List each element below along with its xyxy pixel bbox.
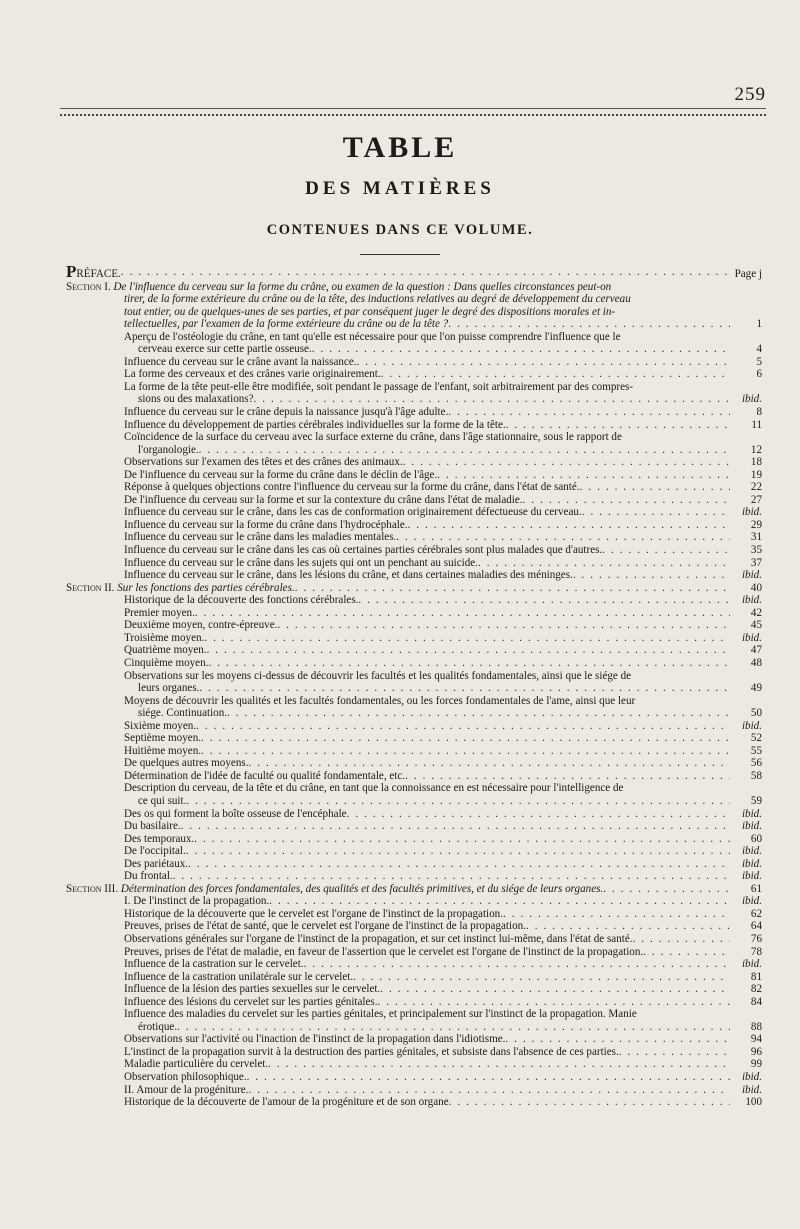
toc-entry-text: Du frontal.	[124, 870, 173, 883]
toc-entry	[66, 632, 762, 645]
toc-entry-text: Du basilaire.	[124, 820, 181, 833]
section-3-label: Section III.	[66, 882, 119, 895]
toc-entry-text: La forme des cerveaux et des crânes varie originairement.	[124, 368, 381, 381]
toc-entry-page: ibid.	[741, 958, 762, 971]
section-1-page: 1	[756, 318, 762, 331]
toc-entry	[66, 958, 762, 971]
toc-entry	[66, 770, 762, 783]
section-2-heading	[66, 582, 762, 595]
toc-entry-page: 60	[750, 832, 762, 845]
toc-entry-page: 47	[750, 644, 762, 657]
toc-entry-text: Des pariétaux.	[124, 857, 189, 870]
toc-entry-page: 5	[756, 355, 762, 368]
toc-entry	[66, 494, 762, 507]
toc-entry-page: ibid.	[741, 857, 762, 870]
toc-entry	[66, 757, 762, 770]
toc-entry-page: 50	[750, 707, 762, 720]
toc-entry	[66, 695, 762, 720]
toc-entry	[66, 1058, 762, 1071]
toc-entry	[66, 920, 762, 933]
toc-entry-page: ibid.	[741, 845, 762, 858]
toc-entry	[66, 431, 762, 456]
toc-entry-text: siége. Continuation.	[138, 707, 228, 720]
toc-entry-text: Influence du cerveau sur le crâne depuis la naissance jusqu'à l'âge adulte.	[124, 406, 449, 419]
section-2-title: Sur les fonctions des parties cérébrales.	[117, 581, 295, 594]
section-1-line-1: tirer, de la forme extérieure du crâne ou de la tête, des inductions relatives au degré de développement du cerveau	[124, 293, 631, 306]
page-title: TABLE	[342, 131, 458, 164]
toc-entry	[66, 531, 762, 544]
toc-entry-text: Influence du cerveau sur le crâne dans les maladies mentales.	[124, 531, 397, 544]
section-3-title: Détermination des forces fondamentales, des qualités et des facultés primitives, et du siége de leurs organes.	[120, 882, 604, 895]
toc-entry-page: 84	[750, 995, 762, 1008]
toc-entry-text: Des temporaux.	[124, 832, 195, 845]
toc-entry-text: Maladie particulière du cervelet.	[124, 1058, 269, 1071]
toc-entry-text: Sixième moyen.	[124, 719, 197, 732]
toc-entry-page: 19	[750, 468, 762, 481]
toc-entry-text: Influence du développement de parties cérébrales individuelles sur la forme de la tête.	[124, 418, 506, 431]
toc-entry-page: 88	[750, 1020, 762, 1033]
toc-entry-page: ibid.	[741, 1083, 762, 1096]
toc-entry	[66, 870, 762, 883]
toc-entry-line: Aperçu de l'ostéologie du crâne, en tant qu'elle est nécessaire pour que l'on puisse comprendre l'influence que le	[124, 330, 621, 343]
section-1-label: Section I.	[66, 280, 111, 293]
toc-entry-text: Cinquième moyen.	[124, 656, 209, 669]
section-1-line-3: tellectuelles, par l'examen de la forme extérieure du crâne ou de la tête ?	[124, 318, 449, 331]
toc-entry	[66, 607, 762, 620]
toc-entry-text: Preuves, prises de l'état de santé, que le cervelet est l'organe de l'instinct de la propagation.	[124, 920, 526, 933]
page-number: 259	[734, 84, 766, 105]
toc-entry	[66, 858, 762, 871]
toc-entry	[66, 946, 762, 959]
toc-entry-text: Influence du cerveau sur le crâne dans les sujets qui ont un penchant au suicide.	[124, 556, 478, 569]
toc-entry-text: De l'influence du cerveau sur la forme du crâne dans le déclin de l'âge.	[124, 468, 438, 481]
toc-entry	[66, 619, 762, 632]
toc-entry	[66, 1096, 762, 1109]
toc-entry-page: 45	[750, 619, 762, 632]
toc-entry	[66, 644, 762, 657]
toc-entry-text: De l'influence du cerveau sur la forme et sur la contexture du crâne dans l'état de maladie.	[124, 493, 523, 506]
toc-entry	[66, 808, 762, 821]
toc-entry-page: 8	[756, 406, 762, 419]
toc-entry-text: Influence de la castration sur le cervelet.	[124, 958, 304, 971]
toc-entry-page: 49	[750, 682, 762, 695]
toc-entry-line: Influence des maladies du cervelet sur les parties génitales, et principalement sur l'instinct de la propagation. Manie	[124, 1008, 637, 1021]
toc-entry-line: La forme de la tête peut-elle être modifiée, soit pendant le passage de l'enfant, soit arbitrairement par des compres-	[124, 380, 634, 393]
toc-entry-text: I. De l'instinct de la propagation.	[124, 895, 270, 908]
toc-entry	[66, 908, 762, 921]
toc-entry-line: Moyens de découvrir les qualités et les facultés fondamentales, ou les forces fondamentales de l'ame, ainsi que leur	[124, 694, 636, 707]
toc-entry-text: ce qui suit.	[138, 794, 187, 807]
toc-entry	[66, 519, 762, 532]
toc-entry	[66, 1071, 762, 1084]
toc-entry-page: ibid.	[741, 895, 762, 908]
toc-entry-text: De l'occipital.	[124, 845, 186, 858]
title-rule	[360, 254, 440, 255]
toc-entry-page: 52	[750, 732, 762, 745]
toc-entry	[66, 506, 762, 519]
toc-entry-page: 18	[750, 456, 762, 469]
toc-entry-line: Description du cerveau, de la tête et du crâne, en tant que la connoissance en est nécessaire pour l'intelligence de	[124, 782, 624, 795]
toc-entry-text: Des os qui forment la boîte osseuse de l'encéphale	[124, 807, 347, 820]
toc-entry	[66, 356, 762, 369]
toc-entry-text: Réponse à quelques objections contre l'influence du cerveau sur la forme du crâne, dans l'état de santé.	[124, 481, 580, 494]
toc-entry	[66, 594, 762, 607]
toc-entry-text: Observations sur l'examen des têtes et des crânes des animaux.	[124, 456, 403, 469]
toc-entry-text: Preuves, prises de l'état de maladie, en faveur de l'assertion que le cervelet est l'organe de l'instinct de la propagation.	[124, 945, 644, 958]
toc-entry-page: 4	[756, 343, 762, 356]
toc-entry	[66, 971, 762, 984]
toc-entry	[66, 381, 762, 406]
toc-entry	[66, 481, 762, 494]
toc-entry-text: Influence du cerveau sur le crâne dans les cas où certaines parties cérébrales sont plus malades que d'autres.	[124, 544, 603, 557]
toc-entry	[66, 933, 762, 946]
toc-entry-text: leurs organes.	[138, 682, 200, 695]
preface-initial: P	[66, 266, 77, 281]
toc-entry-page: 99	[750, 1058, 762, 1071]
toc-entry-text: Influence de la lésion des parties sexuelles sur le cervelet.	[124, 983, 381, 996]
toc-entry-page: 6	[756, 368, 762, 381]
toc-entry	[66, 544, 762, 557]
toc-entry-text: Observations sur l'activité ou l'inaction de l'instinct de la propagation dans l'idiotisme.	[124, 1033, 506, 1046]
toc-entry	[66, 569, 762, 582]
toc-entry-text: Historique de la découverte des fonctions cérébrales.	[124, 594, 359, 607]
toc-entry-text: Historique de la découverte que le cervelet est l'organe de l'instinct de la propagation.	[124, 907, 503, 920]
toc-entry	[66, 1046, 762, 1059]
toc-entry-text: Influence de la castration unilatérale sur le cervelet.	[124, 970, 354, 983]
toc-entry-line: Observations sur les moyens ci-dessus de découvrir les facultés et les qualités fondamentales, ainsi que le siége de	[124, 669, 632, 682]
toc-entry-text: Septième moyen.	[124, 732, 202, 745]
toc-entry-page: 94	[750, 1033, 762, 1046]
title-block	[0, 128, 800, 255]
toc-entry	[66, 331, 762, 356]
toc-entry-page: 12	[750, 443, 762, 456]
toc-entry	[66, 833, 762, 846]
toc-entry	[66, 720, 762, 733]
toc-entry-page: ibid.	[741, 631, 762, 644]
toc-entry	[66, 895, 762, 908]
toc-entry-page: ibid.	[741, 506, 762, 519]
toc-entry-page: 78	[750, 945, 762, 958]
toc-entry-text: II. Amour de la progéniture.	[124, 1083, 249, 1096]
toc-entry-text: Deuxième moyen, contre-épreuve.	[124, 619, 278, 632]
toc-entry-page: 58	[750, 769, 762, 782]
toc-entry-text: cerveau exerce sur cette partie osseuse.	[138, 343, 312, 356]
toc-entry-page: 31	[750, 531, 762, 544]
toc-entry	[66, 419, 762, 432]
section-1-heading	[66, 281, 762, 331]
toc-entry-page: 27	[750, 493, 762, 506]
section-3-page: 61	[750, 882, 762, 895]
toc-entry	[66, 745, 762, 758]
header-rule	[60, 108, 766, 116]
toc-entry-page: ibid.	[741, 393, 762, 406]
toc-entry-text: Influence du cerveau sur le crâne, dans les lésions du crâne, et dans certaines maladies des méninges.	[124, 569, 573, 582]
toc-entry-page: ibid.	[741, 870, 762, 883]
page-subtitle-2: CONTENUES DANS CE VOLUME.	[266, 222, 534, 238]
toc-entry-page: 22	[750, 481, 762, 494]
toc-entry-page: 56	[750, 757, 762, 770]
toc-entry-page: ibid.	[741, 719, 762, 732]
section-1-line-2: tout entier, ou de quelques-unes de ses parties, et par conséquent juger le degré des dispositions morales et in-	[124, 305, 616, 318]
toc-entry-line: Coïncidence de la surface du cerveau avec la surface externe du crâne, dans l'âge stationnaire, sous le rapport de	[124, 431, 622, 444]
toc-entry-text: L'instinct de la propagation survit à la destruction des parties génitales, et subsiste dans l'absence de ces parties.	[124, 1045, 619, 1058]
page-subtitle: DES MATIÈRES	[305, 178, 495, 199]
toc-entry-page: ibid.	[741, 1071, 762, 1083]
preface-label: RÉFACE.	[76, 268, 121, 280]
toc-entry-text: Troisième moyen.	[124, 631, 205, 644]
toc-entry	[66, 845, 762, 858]
toc-entry	[66, 782, 762, 807]
toc-entry-page: 55	[750, 744, 762, 757]
toc-entry	[66, 456, 762, 469]
toc-entry-page: 37	[750, 556, 762, 569]
toc-entry-text: De quelques autres moyens.	[124, 757, 249, 770]
toc-entry	[66, 732, 762, 745]
toc-entry-text: Détermination de l'idée de faculté ou qualité fondamentale, etc.	[124, 769, 406, 782]
toc-entry-text: Influence des lésions du cervelet sur les parties génitales.	[124, 995, 378, 1008]
toc-entry-page: 64	[750, 920, 762, 933]
toc-entry-page: 29	[750, 518, 762, 531]
section-3-heading	[66, 883, 762, 896]
toc-entry-text: l'organologie.	[138, 443, 199, 456]
toc-entry-page: 62	[750, 907, 762, 920]
toc-entry	[66, 406, 762, 419]
toc-entry	[66, 1033, 762, 1046]
toc-entry-page: ibid.	[741, 569, 762, 582]
toc-entry-text: sions ou des malaxations?	[138, 393, 254, 406]
toc-entry-text: Influence du cerveau sur le crâne, dans les cas de conformation originairement défectueuse du cerveau.	[124, 506, 582, 519]
toc-entry	[66, 469, 762, 482]
toc-entry-text: Historique de la découverte de l'amour de la progéniture et de son organe	[124, 1096, 449, 1109]
toc-entry-text: Huitième moyen.	[124, 744, 202, 757]
toc-entry-page: ibid.	[741, 807, 762, 820]
toc-entry	[66, 1008, 762, 1033]
toc-entry-page: 11	[751, 418, 762, 431]
section-3-entries	[66, 895, 762, 1108]
preface-page: Page j	[734, 268, 762, 280]
toc-entry	[66, 670, 762, 695]
toc-entry-page: 42	[750, 606, 762, 619]
toc-entry-page: 59	[750, 794, 762, 807]
toc-entry	[66, 1084, 762, 1097]
section-2-page: 40	[750, 581, 762, 594]
toc-entry-text: Influence du cerveau sur la forme du crâne dans l'hydrocéphale.	[124, 518, 408, 531]
toc-entry-text: Observations générales sur l'organe de l'instinct de la propagation, et sur cet instinct lui-même, dans l'état de santé.	[124, 932, 633, 945]
toc-entry-page: 81	[750, 970, 762, 983]
section-1-entries	[66, 331, 762, 582]
toc-entry	[66, 820, 762, 833]
toc-entry-text: Influence du cerveau sur le crâne avant la naissance.	[124, 355, 357, 368]
toc-entry-page: ibid.	[741, 594, 762, 607]
toc-entry-page: 35	[750, 544, 762, 557]
section-1-line-0: De l'influence du cerveau sur la forme du crâne, ou examen de la question : Dans quelles circonstances peut-on	[113, 280, 612, 293]
toc-entry-page: 48	[750, 656, 762, 669]
toc-entry-page: 96	[750, 1045, 762, 1058]
toc-entry	[66, 657, 762, 670]
toc-entry	[66, 996, 762, 1009]
preface-entry	[66, 266, 762, 281]
toc-entry-text: Quatrième moyen.	[124, 644, 207, 657]
toc-entry-text: érotique.	[138, 1020, 178, 1033]
toc-entry-text: Premier moyen.	[124, 606, 195, 619]
table-of-contents	[66, 266, 762, 1109]
toc-entry-text: Observation philosophique.	[124, 1071, 247, 1083]
section-2-entries	[66, 594, 762, 883]
toc-entry	[66, 983, 762, 996]
section-2-label: Section II.	[66, 581, 115, 594]
toc-entry	[66, 557, 762, 570]
toc-entry-page: 82	[750, 983, 762, 996]
toc-entry-page: 100	[745, 1096, 762, 1109]
toc-entry-page: 76	[750, 932, 762, 945]
toc-entry-page: ibid.	[741, 820, 762, 833]
toc-entry	[66, 368, 762, 381]
